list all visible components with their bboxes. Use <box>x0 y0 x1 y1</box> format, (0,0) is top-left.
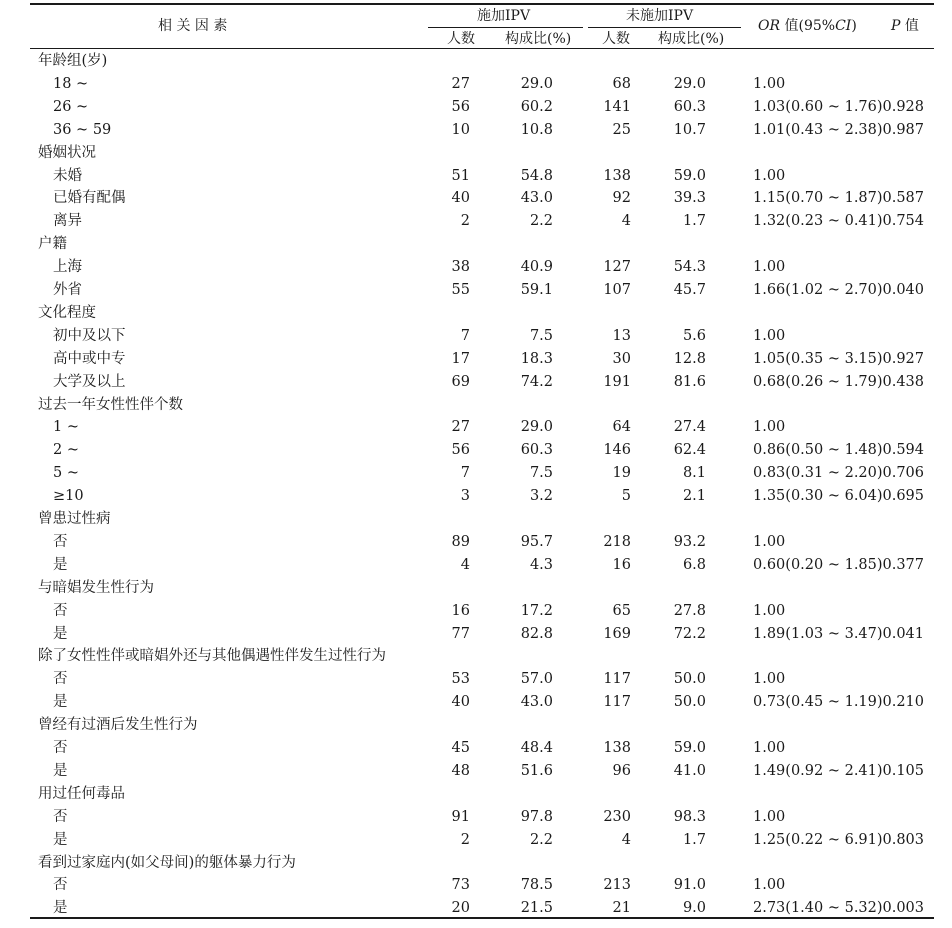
table-row <box>0 350 952 368</box>
non-ipv-count-cell: 146 <box>603 442 631 459</box>
p-value-cell: 0.003 <box>882 900 924 917</box>
row-label: 是 <box>53 556 68 573</box>
or-ci-cell: 1.00 <box>753 671 786 688</box>
table-row <box>0 487 952 505</box>
group-label: 年龄组(岁) <box>38 53 108 69</box>
non-ipv-count-cell: 5 <box>621 488 631 505</box>
ipv-ratio-cell: 95.7 <box>520 533 553 550</box>
non-ipv-ratio-cell: 81.6 <box>673 373 706 390</box>
top-rule <box>30 3 934 5</box>
non-ipv-count-cell: 213 <box>603 877 631 894</box>
ipv-ratio-cell: 82.8 <box>520 625 553 642</box>
ipv-ratio-cell: 59.1 <box>520 282 553 298</box>
row-label: 2 ~ <box>53 442 79 459</box>
header-or-italic: OR <box>758 18 781 34</box>
non-ipv-count-cell: 117 <box>603 671 631 688</box>
ipv-ratio-cell: 40.9 <box>520 259 553 276</box>
row-label: 是 <box>53 625 68 642</box>
non-ipv-count-cell: 138 <box>603 740 631 756</box>
ipv-ratio-cell: 54.8 <box>520 167 553 184</box>
row-label: 高中或中专 <box>53 350 126 367</box>
non-ipv-count-cell: 21 <box>612 900 631 917</box>
group-label: 用过任何毒品 <box>38 785 125 802</box>
ipv-ratio-cell: 74.2 <box>520 373 553 390</box>
ipv-ratio-cell: 21.5 <box>520 900 553 917</box>
ipv-count-cell: 20 <box>451 900 470 917</box>
non-ipv-count-cell: 117 <box>603 694 631 711</box>
non-ipv-count-cell: 65 <box>612 602 631 619</box>
or-ci-cell: 0.73(0.45 ~ 1.19) <box>753 694 883 711</box>
non-ipv-ratio-cell: 60.3 <box>673 98 706 115</box>
ipv-count-cell: 56 <box>451 98 470 115</box>
or-ci-cell: 1.32(0.23 ~ 0.41) <box>753 213 883 230</box>
or-ci-cell: 0.86(0.50 ~ 1.48) <box>753 442 883 459</box>
or-ci-cell: 1.00 <box>753 877 786 894</box>
non-ipv-ratio-cell: 39.3 <box>673 190 706 207</box>
table-row <box>0 121 952 139</box>
table-row <box>0 831 952 849</box>
table-row <box>0 98 952 116</box>
row-label: 否 <box>53 671 68 688</box>
non-ipv-ratio-cell: 41.0 <box>673 762 706 779</box>
non-ipv-ratio-cell: 62.4 <box>673 442 706 459</box>
header-non-ipv: 未施加IPV <box>626 8 694 24</box>
ipv-ratio-cell: 17.2 <box>520 602 553 619</box>
non-ipv-count-cell: 64 <box>612 419 631 436</box>
non-ipv-ratio-cell: 59.0 <box>673 740 706 756</box>
non-ipv-ratio-cell: 98.3 <box>673 808 706 825</box>
non-ipv-count-cell: 230 <box>603 808 631 825</box>
non-ipv-ratio-cell: 9.0 <box>682 900 706 917</box>
table-row <box>0 441 952 459</box>
p-value-cell: 0.377 <box>882 556 924 573</box>
non-ipv-ratio-cell: 27.4 <box>673 419 706 436</box>
non-ipv-ratio-cell: 29.0 <box>673 75 706 92</box>
ipv-ratio-cell: 18.3 <box>520 350 553 367</box>
header-p-italic: P <box>891 18 901 34</box>
table-row <box>0 625 952 643</box>
header-or <box>758 17 857 35</box>
row-label: 离异 <box>53 213 82 230</box>
p-value-cell: 0.040 <box>882 282 924 298</box>
group-label: 曾患过性病 <box>38 511 111 527</box>
non-ipv-count-cell: 19 <box>612 465 631 482</box>
ipv-count-cell: 56 <box>451 442 470 459</box>
p-value-cell: 0.210 <box>882 694 924 711</box>
table-row <box>0 167 952 185</box>
ipv-ratio-cell: 3.2 <box>529 488 553 505</box>
ipv-count-cell: 53 <box>451 671 470 688</box>
non-ipv-ratio-cell: 72.2 <box>673 625 706 642</box>
or-ci-cell: 0.68(0.26 ~ 1.79) <box>753 373 883 390</box>
header-factors: 相 关 因 素 <box>158 18 228 34</box>
group-label: 婚姻状况 <box>38 144 96 161</box>
group-label: 过去一年女性性伴个数 <box>38 396 183 413</box>
table-row <box>0 693 952 711</box>
row-label: 初中及以下 <box>53 327 126 344</box>
non-ipv-count-cell: 169 <box>603 625 631 642</box>
ipv-count-cell: 3 <box>460 488 470 505</box>
table-row <box>0 418 952 436</box>
table-row <box>0 212 952 230</box>
non-ipv-ratio-cell: 6.8 <box>682 556 706 573</box>
non-ipv-count-cell: 13 <box>612 327 631 344</box>
p-value-cell: 0.928 <box>882 98 924 115</box>
ipv-ratio-cell: 4.3 <box>529 556 553 573</box>
or-ci-cell: 1.89(1.03 ~ 3.47) <box>753 625 883 642</box>
row-label: 26 ~ <box>53 98 89 115</box>
row-label: 18 ~ <box>53 75 89 92</box>
ipv-count-cell: 40 <box>451 190 470 207</box>
non-ipv-ratio-cell: 50.0 <box>673 671 706 688</box>
group-label: 曾经有过酒后发生性行为 <box>38 717 198 734</box>
or-ci-cell: 1.00 <box>753 533 786 550</box>
or-ci-cell: 1.35(0.30 ~ 6.04) <box>753 488 883 505</box>
non-ipv-ratio-cell: 8.1 <box>682 465 706 482</box>
non-ipv-ratio-cell: 91.0 <box>673 877 706 894</box>
ipv-count-cell: 91 <box>451 808 470 825</box>
non-ipv-ratio-cell: 1.7 <box>682 213 706 230</box>
bottom-rule <box>30 917 934 919</box>
table-row <box>0 189 952 207</box>
table-row <box>0 670 952 688</box>
ipv-count-cell: 27 <box>451 419 470 436</box>
table-row <box>0 533 952 551</box>
ipv-count-cell: 4 <box>460 556 470 573</box>
p-value-cell: 0.587 <box>882 190 924 207</box>
non-ipv-ratio-cell: 45.7 <box>673 282 706 298</box>
ipv-count-cell: 40 <box>451 694 470 711</box>
ipv-count-cell: 77 <box>451 625 470 642</box>
table-row <box>0 762 952 780</box>
non-ipv-count-cell: 138 <box>603 167 631 184</box>
non-ipv-ratio-cell: 59.0 <box>673 167 706 184</box>
non-ipv-group-rule <box>588 27 741 28</box>
ipv-ratio-cell: 78.5 <box>520 877 553 894</box>
ipv-count-cell: 7 <box>460 465 470 482</box>
ipv-count-cell: 69 <box>451 373 470 390</box>
ipv-count-cell: 2 <box>460 213 470 230</box>
table-row <box>0 373 952 391</box>
row-label: 否 <box>53 533 68 550</box>
non-ipv-ratio-cell: 54.3 <box>673 259 706 276</box>
row-label: 否 <box>53 877 68 894</box>
ipv-count-cell: 2 <box>460 831 470 848</box>
table-row <box>0 327 952 345</box>
ipv-count-cell: 73 <box>451 877 470 894</box>
ipv-ratio-cell: 7.5 <box>529 465 553 482</box>
header-or-ci: CI <box>835 18 852 34</box>
group-label: 户籍 <box>38 236 67 253</box>
ipv-ratio-cell: 2.2 <box>529 831 553 848</box>
p-value-cell: 0.706 <box>882 465 924 482</box>
ipv-ratio-cell: 60.2 <box>520 98 553 115</box>
header-bottom-rule <box>30 48 934 49</box>
table-row <box>0 75 952 93</box>
table-row <box>0 808 952 826</box>
ipv-ratio-cell: 60.3 <box>520 442 553 459</box>
p-value-cell: 0.695 <box>882 488 924 505</box>
non-ipv-count-cell: 218 <box>603 533 631 550</box>
header-or-rest: 值(95% <box>780 18 836 34</box>
ipv-count-cell: 17 <box>451 350 470 367</box>
or-ci-cell: 1.00 <box>753 740 786 756</box>
row-label: 已婚有配偶 <box>53 190 126 207</box>
ipv-count-cell: 38 <box>451 259 470 276</box>
row-label: 是 <box>53 762 68 779</box>
or-ci-cell: 1.66(1.02 ~ 2.70) <box>753 282 883 298</box>
p-value-cell: 0.803 <box>882 831 924 848</box>
ipv-count-cell: 7 <box>460 327 470 344</box>
row-label: 未婚 <box>53 167 82 184</box>
header-ipv: 施加IPV <box>477 8 531 24</box>
ipv-count-cell: 10 <box>451 121 470 138</box>
ipv-ratio-cell: 43.0 <box>520 694 553 711</box>
non-ipv-count-cell: 30 <box>612 350 631 367</box>
non-ipv-count-cell: 127 <box>603 259 631 276</box>
non-ipv-count-cell: 141 <box>603 98 631 115</box>
p-value-cell: 0.987 <box>882 121 924 138</box>
p-value-cell: 0.754 <box>882 213 924 230</box>
or-ci-cell: 1.05(0.35 ~ 3.15) <box>753 350 883 367</box>
non-ipv-count-cell: 107 <box>603 282 631 298</box>
or-ci-cell: 0.60(0.20 ~ 1.85) <box>753 556 883 573</box>
ipv-ratio-cell: 43.0 <box>520 190 553 207</box>
non-ipv-ratio-cell: 2.1 <box>682 488 706 505</box>
row-label: 否 <box>53 740 68 756</box>
table-row <box>0 602 952 620</box>
ipv-count-cell: 55 <box>451 282 470 298</box>
non-ipv-count-cell: 25 <box>612 121 631 138</box>
ipv-count-cell: 89 <box>451 533 470 550</box>
or-ci-cell: 1.00 <box>753 167 786 184</box>
non-ipv-ratio-cell: 50.0 <box>673 694 706 711</box>
ipv-ratio-cell: 57.0 <box>520 671 553 688</box>
table-row <box>0 899 952 917</box>
table-row <box>0 281 952 299</box>
row-label: 是 <box>53 694 68 711</box>
non-ipv-count-cell: 68 <box>612 75 631 92</box>
or-ci-cell: 0.83(0.31 ~ 2.20) <box>753 465 883 482</box>
p-value-cell: 0.105 <box>882 762 924 779</box>
or-ci-cell: 1.25(0.22 ~ 6.91) <box>753 831 883 848</box>
non-ipv-count-cell: 191 <box>603 373 631 390</box>
non-ipv-count-cell: 16 <box>612 556 631 573</box>
row-label: 是 <box>53 831 68 848</box>
non-ipv-ratio-cell: 1.7 <box>682 831 706 848</box>
row-label: 1 ~ <box>53 419 79 436</box>
row-label: 上海 <box>53 259 82 276</box>
or-ci-cell: 1.00 <box>753 259 786 276</box>
row-label: 否 <box>53 808 68 825</box>
row-label: 36 ~ 59 <box>53 121 112 138</box>
non-ipv-ratio-cell: 12.8 <box>673 350 706 367</box>
group-label: 除了女性性伴或暗娼外还与其他偶遇性伴发生过性行为 <box>38 648 386 665</box>
or-ci-cell: 1.00 <box>753 808 786 825</box>
or-ci-cell: 1.00 <box>753 75 786 92</box>
ipv-ratio-cell: 29.0 <box>520 75 553 92</box>
ipv-group-rule <box>428 27 583 28</box>
p-value-cell: 0.438 <box>882 373 924 390</box>
or-ci-cell: 1.49(0.92 ~ 2.41) <box>753 762 883 779</box>
table-row <box>0 464 952 482</box>
ipv-ratio-cell: 2.2 <box>529 213 553 230</box>
row-label: ≥10 <box>53 488 84 505</box>
ipv-count-cell: 45 <box>451 740 470 756</box>
ipv-ratio-cell: 97.8 <box>520 808 553 825</box>
group-label: 与暗娼发生性行为 <box>38 579 154 596</box>
row-label: 外省 <box>53 282 82 298</box>
non-ipv-ratio-cell: 27.8 <box>673 602 706 619</box>
ipv-count-cell: 51 <box>451 167 470 184</box>
header-or-close: ) <box>851 18 857 34</box>
table-row <box>0 876 952 894</box>
table-row <box>0 556 952 574</box>
non-ipv-count-cell: 92 <box>612 190 631 207</box>
header-p-rest: 值 <box>900 18 919 34</box>
non-ipv-ratio-cell: 93.2 <box>673 533 706 550</box>
ipv-ratio-cell: 51.6 <box>520 762 553 779</box>
non-ipv-ratio-cell: 5.6 <box>682 327 706 344</box>
header-non-ipv-ratio: 构成比(%) <box>658 31 725 47</box>
p-value-cell: 0.927 <box>882 350 924 367</box>
non-ipv-count-cell: 4 <box>621 831 631 848</box>
header-ipv-ratio: 构成比(%) <box>505 31 572 47</box>
group-label: 看到过家庭内(如父母间)的躯体暴力行为 <box>38 854 296 871</box>
ipv-ratio-cell: 7.5 <box>529 327 553 344</box>
ipv-count-cell: 48 <box>451 762 470 779</box>
non-ipv-count-cell: 4 <box>621 213 631 230</box>
ipv-count-cell: 27 <box>451 75 470 92</box>
or-ci-cell: 1.00 <box>753 419 786 436</box>
table-row <box>0 739 952 757</box>
or-ci-cell: 1.15(0.70 ~ 1.87) <box>753 190 883 207</box>
header-ipv-count: 人数 <box>447 31 475 47</box>
p-value-cell: 0.041 <box>882 625 924 642</box>
or-ci-cell: 1.00 <box>753 602 786 619</box>
or-ci-cell: 1.00 <box>753 327 786 344</box>
row-label: 是 <box>53 900 68 917</box>
ipv-ratio-cell: 29.0 <box>520 419 553 436</box>
group-label: 文化程度 <box>38 304 96 321</box>
ipv-ratio-cell: 48.4 <box>520 740 553 756</box>
row-label: 5 ~ <box>53 465 79 482</box>
or-ci-cell: 1.01(0.43 ~ 2.38) <box>753 121 883 138</box>
non-ipv-ratio-cell: 10.7 <box>673 121 706 138</box>
header-non-ipv-count: 人数 <box>602 31 630 47</box>
row-label: 否 <box>53 602 68 619</box>
ipv-ratio-cell: 10.8 <box>520 121 553 138</box>
table-row <box>0 258 952 276</box>
or-ci-cell: 1.03(0.60 ~ 1.76) <box>753 98 883 115</box>
row-label: 大学及以上 <box>53 373 126 390</box>
non-ipv-count-cell: 96 <box>612 762 631 779</box>
p-value-cell: 0.594 <box>882 442 924 459</box>
ipv-count-cell: 16 <box>451 602 470 619</box>
or-ci-cell: 2.73(1.40 ~ 5.32) <box>753 900 883 917</box>
header-p <box>891 17 919 35</box>
